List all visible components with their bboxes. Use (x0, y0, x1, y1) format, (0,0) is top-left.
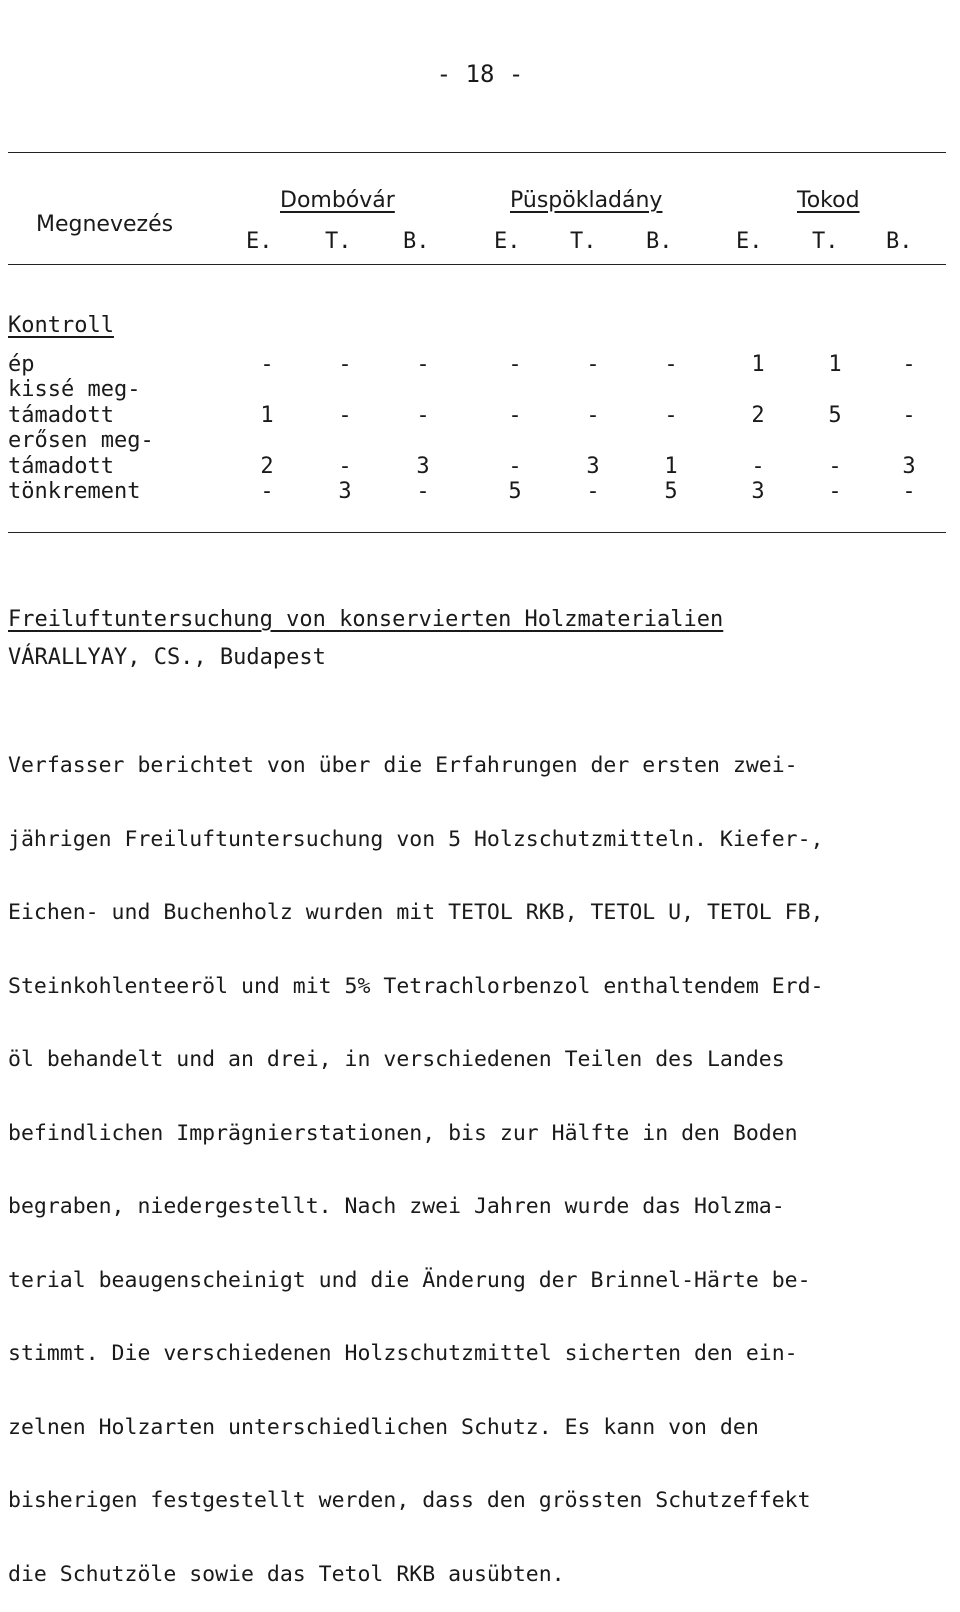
table-cell: - (508, 403, 522, 428)
table-cell: 3 (586, 454, 600, 479)
table-cell: 1 (751, 352, 765, 377)
body-line: terial beaugenscheinigt und die Änderung der Brinnel-Härte be- (8, 1267, 811, 1293)
table-cell: 3 (902, 454, 916, 479)
body-line: Eichen- und Buchenholz wurden mit TETOL RKB, TETOL U, TETOL FB, (8, 900, 824, 925)
table-cell: 2 (751, 403, 765, 428)
article-body (8, 705, 958, 1612)
table-cell: - (338, 403, 352, 428)
subheader-t: T. (570, 229, 597, 254)
group-dombovar: Dombóvár (280, 188, 395, 213)
subheader-b: B. (403, 229, 430, 254)
table-cell: 3 (751, 479, 765, 504)
subheader-b: B. (646, 229, 673, 254)
section-label-kontroll: Kontroll (8, 313, 114, 338)
table-cell: - (751, 454, 765, 479)
subheader-e: E. (494, 229, 521, 254)
table-cell: - (260, 352, 274, 377)
table-cell: - (902, 352, 916, 377)
article-author: VÁRALLYAY, CS., Budapest (8, 645, 326, 670)
subheader-e: E. (246, 229, 273, 254)
subheader-t: T. (812, 229, 839, 254)
table-cell: 2 (260, 454, 274, 479)
header-megnevezes: Megnevezés (36, 212, 174, 237)
table-cell: - (586, 479, 600, 504)
subheader-t: T. (325, 229, 352, 254)
table-cell: - (902, 479, 916, 504)
body-line: zelnen Holzarten unterschiedlichen Schutz. Es kann von den (8, 1414, 759, 1440)
table-cell: - (508, 352, 522, 377)
table-cell: 1 (260, 403, 274, 428)
table-bottom-rule (8, 532, 946, 533)
table-cell: - (416, 352, 430, 377)
table-cell: 5 (508, 479, 522, 504)
body-line: jährigen Freiluftuntersuchung von 5 Holzschutzmitteln. Kiefer-, (8, 826, 824, 852)
article-title: Freiluftuntersuchung von konservierten Holzmaterialien (8, 607, 724, 632)
body-line: begraben, niedergestellt. Nach zwei Jahren wurde das Holzma- (8, 1194, 785, 1219)
row-label: kissé meg- (8, 377, 141, 402)
row-label: támadott (8, 454, 114, 479)
body-line: befindlichen Imprägnierstationen, bis zur Hälfte in den Boden (8, 1120, 798, 1146)
subheader-b: B. (886, 229, 913, 254)
table-cell: 1 (828, 352, 842, 377)
table-cell: - (508, 454, 522, 479)
body-line: die Schutzöle sowie das Tetol RKB ausübten. (8, 1561, 565, 1587)
table-cell: - (902, 403, 916, 428)
group-tokod: Tokod (797, 188, 860, 213)
subheader-e: E. (736, 229, 763, 254)
body-line: Steinkohlenteeröl und mit 5% Tetrachlorbenzol enthaltendem Erd- (8, 973, 824, 999)
table-cell: - (338, 454, 352, 479)
table-cell: - (260, 479, 274, 504)
table-cell: 3 (416, 454, 430, 479)
row-label: tönkrement (8, 479, 141, 504)
table-cell: - (664, 403, 678, 428)
table-cell: 5 (664, 479, 678, 504)
page-number: - 18 - (436, 60, 524, 88)
table-cell: 5 (828, 403, 842, 428)
table-cell: 1 (664, 454, 678, 479)
body-line: öl behandelt und an drei, in verschiedenen Teilen des Landes (8, 1047, 785, 1072)
table-cell: - (586, 403, 600, 428)
row-label: erősen meg- (8, 428, 154, 453)
body-line: stimmt. Die verschiedenen Holzschutzmittel sicherten den ein- (8, 1341, 798, 1366)
table-cell: - (828, 479, 842, 504)
table-cell: - (338, 352, 352, 377)
group-puspokladany: Püspökladány (510, 188, 663, 213)
table-cell: - (416, 479, 430, 504)
row-label: támadott (8, 403, 114, 428)
table-cell: - (416, 403, 430, 428)
table-cell: 3 (338, 479, 352, 504)
body-line: Verfasser berichtet von über die Erfahrungen der ersten zwei- (8, 753, 798, 778)
table-cell: - (586, 352, 600, 377)
table-top-rule (8, 152, 946, 153)
table-cell: - (828, 454, 842, 479)
table-cell: - (664, 352, 678, 377)
body-line: bisherigen festgestellt werden, dass den grössten Schutzeffekt (8, 1488, 811, 1513)
table-header-rule (8, 264, 946, 265)
row-label: ép (8, 352, 35, 377)
